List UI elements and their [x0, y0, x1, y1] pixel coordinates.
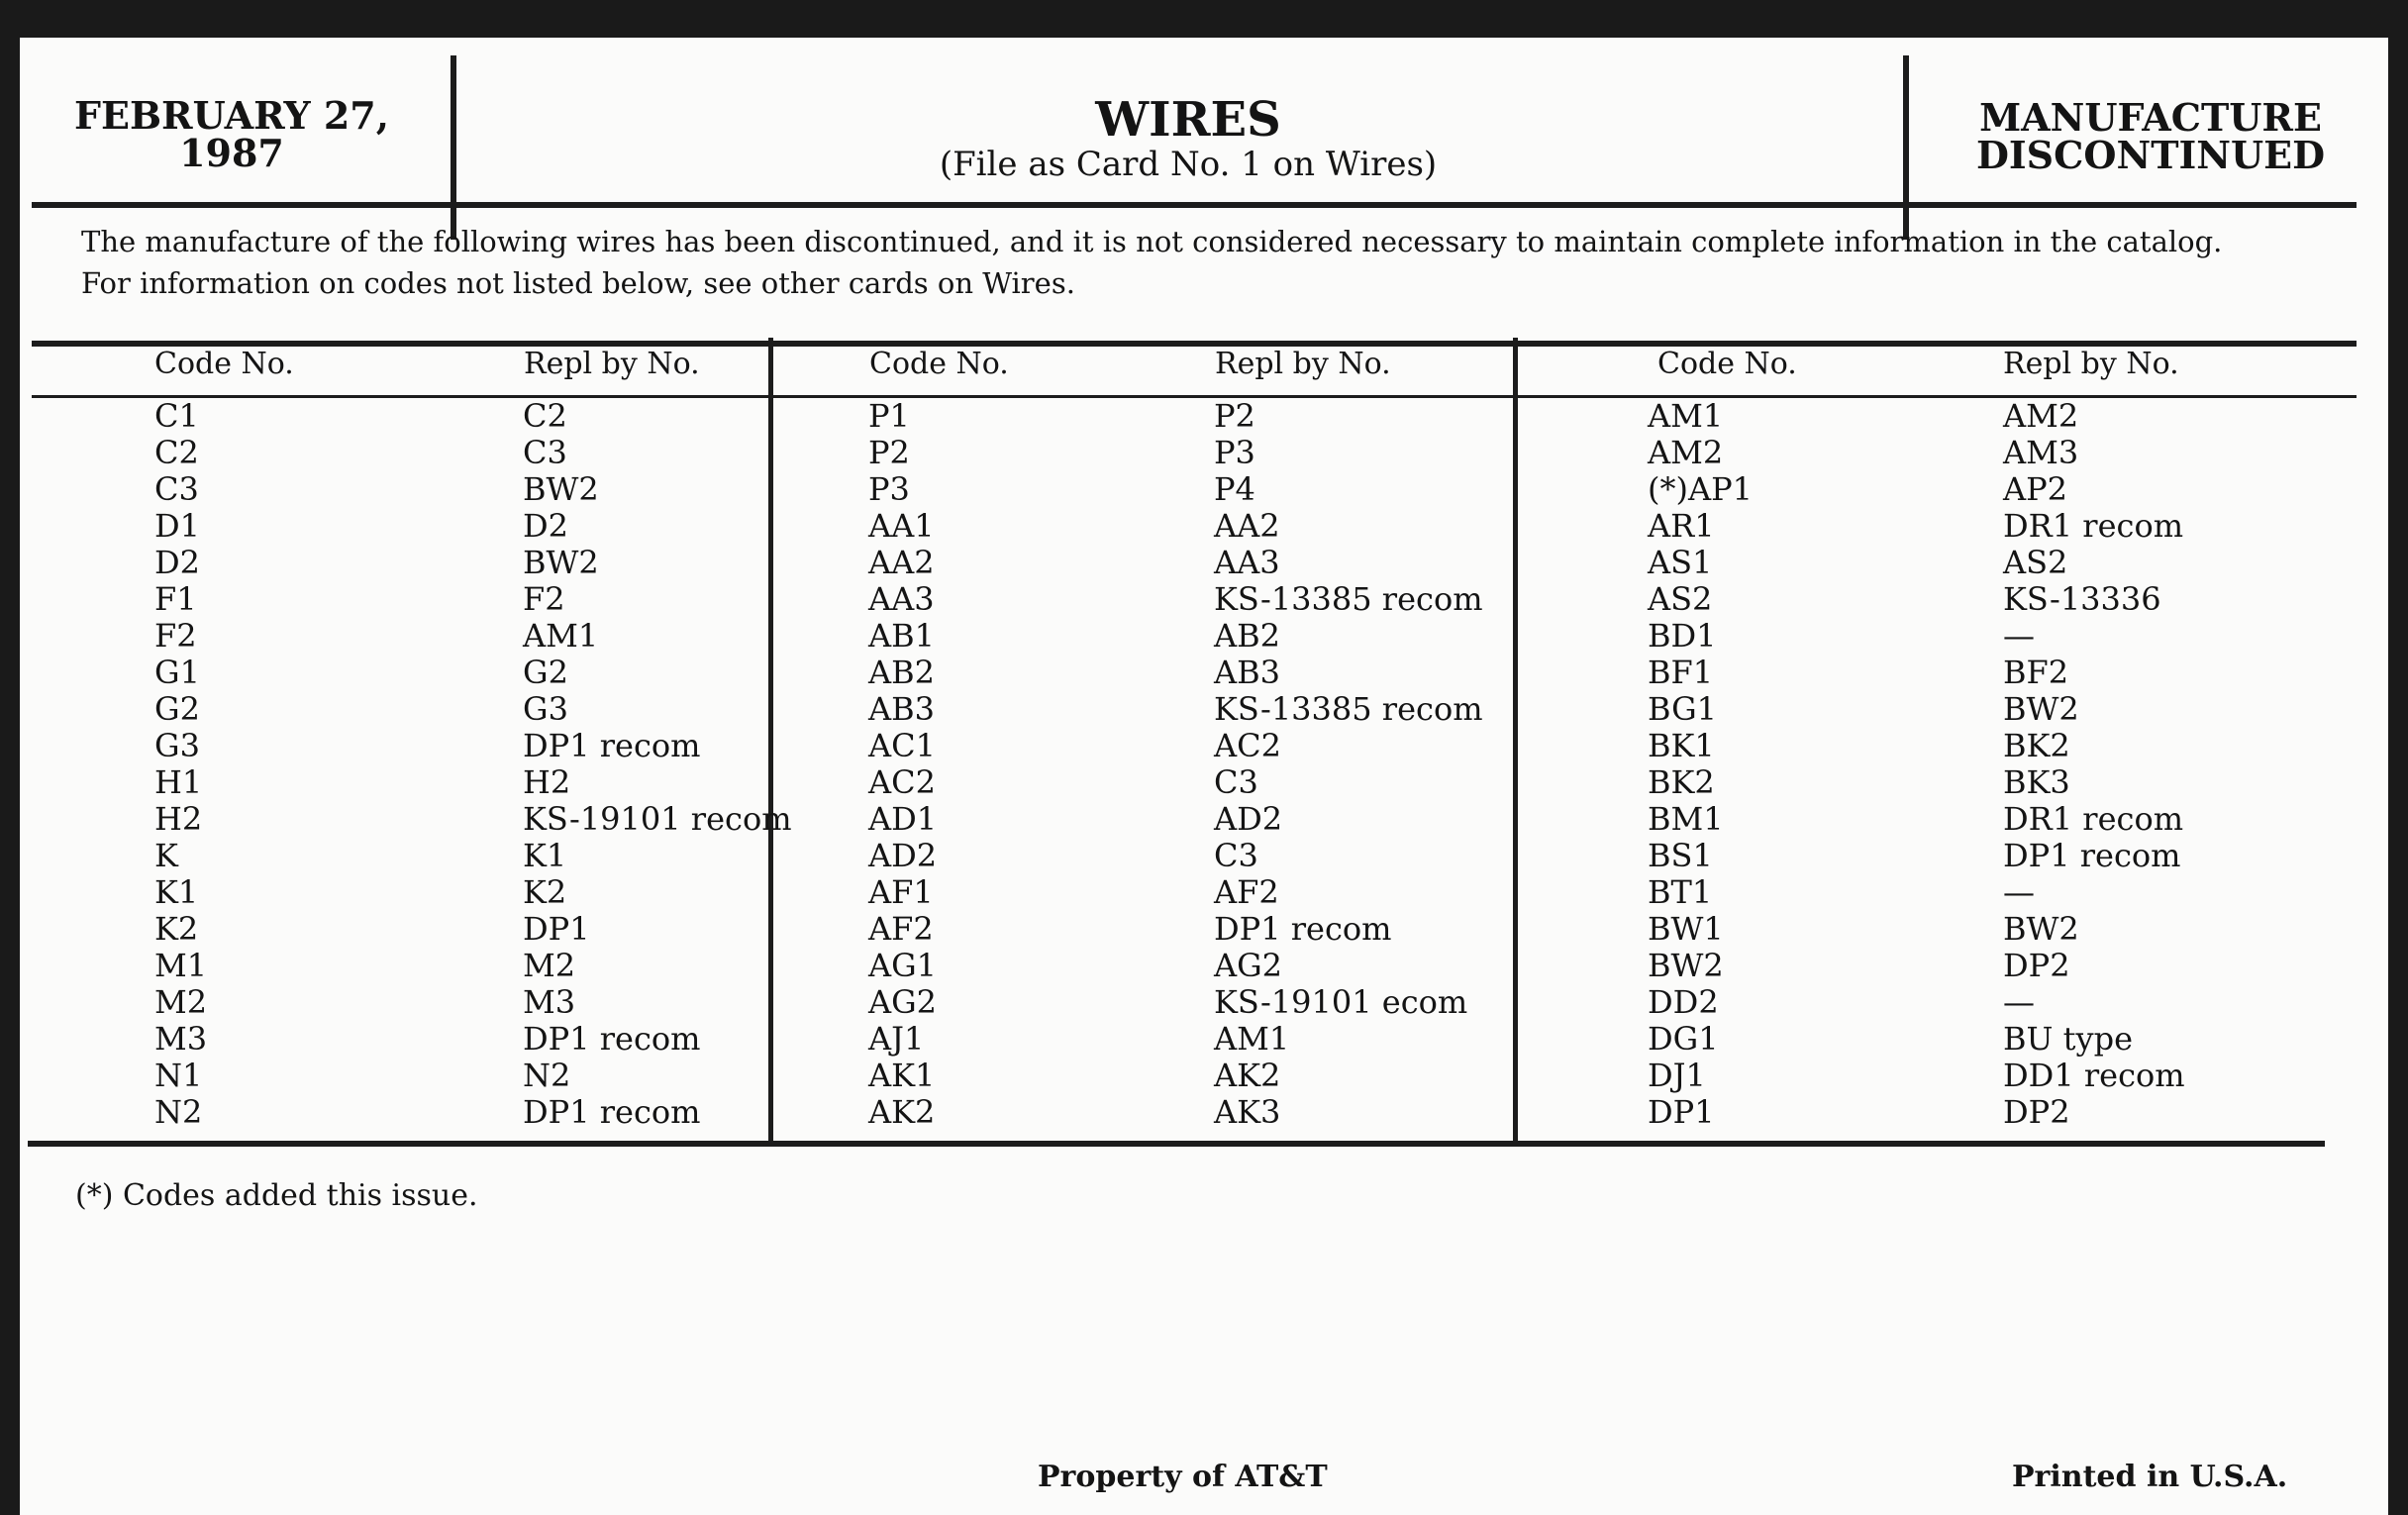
replacement-cell: N2 — [523, 1057, 571, 1094]
code-cell: AS1 — [1648, 544, 1713, 581]
replacement-cell: — — [2003, 983, 2035, 1021]
page-subtitle: (File as Card No. 1 on Wires) — [939, 145, 1438, 184]
footer-printed: Printed in U.S.A. — [2012, 1460, 2288, 1494]
col-header-repl-2: Repl by No. — [1215, 347, 1391, 381]
code-cell: M1 — [154, 947, 208, 984]
replacement-cell: BK3 — [2003, 763, 2070, 801]
code-cell: P2 — [868, 434, 910, 471]
header-rule — [32, 202, 2357, 208]
replacement-cell: DP1 recom — [1214, 910, 1392, 948]
code-cell: F1 — [154, 580, 197, 618]
code-cell: BF1 — [1648, 654, 1714, 691]
code-cell: AB2 — [868, 654, 935, 691]
replacement-cell: BW2 — [2003, 690, 2079, 728]
code-cell: AD1 — [868, 800, 938, 838]
intro-line2: For information on codes not listed below, see other cards on Wires. — [81, 266, 1075, 300]
replacement-cell: BK2 — [2003, 727, 2070, 764]
col-header-code-2: Code No. — [869, 347, 1009, 381]
replacement-cell: AM1 — [1214, 1020, 1290, 1058]
replacement-cell: M2 — [523, 947, 576, 984]
code-cell: BW2 — [1648, 947, 1724, 984]
title-block — [455, 92, 1921, 184]
status-label — [1937, 95, 2364, 177]
code-cell: AC2 — [868, 763, 936, 801]
issue-date — [65, 93, 398, 175]
replacement-cell: DP2 — [2003, 1093, 2070, 1131]
code-cell: AA2 — [868, 544, 935, 581]
replacement-cell: C3 — [1214, 837, 1258, 874]
replacement-cell: DP1 recom — [523, 1020, 701, 1058]
replacement-cell: BU type — [2003, 1020, 2134, 1058]
replacement-cell: AB3 — [1214, 654, 1280, 691]
footnote: (*) Codes added this issue. — [75, 1178, 478, 1213]
replacement-cell: P2 — [1214, 397, 1255, 435]
replacement-cell: — — [2003, 617, 2035, 655]
replacement-cell: DP1 recom — [523, 727, 701, 764]
replacement-cell: BW2 — [523, 544, 599, 581]
code-cell: BK1 — [1648, 727, 1715, 764]
code-cell: BG1 — [1648, 690, 1718, 728]
code-cell: BT1 — [1648, 873, 1713, 911]
replacement-cell: F2 — [523, 580, 565, 618]
replacement-cell: DR1 recom — [2003, 507, 2184, 545]
code-cell: G3 — [154, 727, 200, 764]
code-cell: AR1 — [1648, 507, 1715, 545]
issue-date-line2: 1987 — [179, 131, 284, 175]
code-cell: M2 — [154, 983, 208, 1021]
col-header-code-1: Code No. — [154, 347, 294, 381]
code-cell: P1 — [868, 397, 910, 435]
code-cell: AA3 — [868, 580, 935, 618]
replacement-cell: H2 — [523, 763, 571, 801]
status-line1: MANUFACTURE — [1979, 95, 2322, 140]
code-cell: AS2 — [1648, 580, 1713, 618]
replacement-cell: P3 — [1214, 434, 1255, 471]
table-divider-1 — [768, 338, 773, 1144]
replacement-cell: AA2 — [1214, 507, 1280, 545]
intro-text — [81, 221, 2358, 304]
table-bottom-rule — [28, 1141, 2325, 1147]
replacement-cell: KS-13385 recom — [1214, 690, 1483, 728]
replacement-cell: AK3 — [1214, 1093, 1281, 1131]
replacement-cell: — — [2003, 873, 2035, 911]
code-cell: C3 — [154, 470, 199, 508]
status-line2: DISCONTINUED — [1975, 133, 2326, 177]
code-cell: DP1 — [1648, 1093, 1715, 1131]
code-cell: C2 — [154, 434, 199, 471]
code-cell: C1 — [154, 397, 199, 435]
code-cell: BD1 — [1648, 617, 1717, 655]
replacement-cell: AD2 — [1214, 800, 1283, 838]
replacement-cell: AA3 — [1214, 544, 1280, 581]
replacement-cell: KS-19101 recom — [523, 800, 792, 838]
code-cell: N1 — [154, 1057, 203, 1094]
code-cell: AK1 — [868, 1057, 936, 1094]
code-cell: DG1 — [1648, 1020, 1719, 1058]
catalog-card — [20, 38, 2388, 1515]
code-cell: DD2 — [1648, 983, 1719, 1021]
replacement-cell: AM2 — [2003, 397, 2079, 435]
replacement-cell: C2 — [523, 397, 567, 435]
issue-date-line1: FEBRUARY 27, — [74, 93, 389, 138]
replacement-cell: D2 — [523, 507, 569, 545]
code-cell: H2 — [154, 800, 203, 838]
code-cell: D1 — [154, 507, 201, 545]
code-cell: AB1 — [868, 617, 935, 655]
replacement-cell: K2 — [523, 873, 567, 911]
replacement-cell: G2 — [523, 654, 568, 691]
replacement-cell: DR1 recom — [2003, 800, 2184, 838]
footer-property: Property of AT&T — [1038, 1460, 1328, 1494]
code-cell: BM1 — [1648, 800, 1724, 838]
code-cell: AM1 — [1648, 397, 1724, 435]
code-cell: H1 — [154, 763, 203, 801]
replacement-cell: BF2 — [2003, 654, 2069, 691]
replacement-cell: AM1 — [523, 617, 599, 655]
replacement-cell: P4 — [1214, 470, 1255, 508]
code-cell: AK2 — [868, 1093, 936, 1131]
replacement-cell: C3 — [523, 434, 567, 471]
replacement-cell: BW2 — [2003, 910, 2079, 948]
replacement-cell: KS-13336 — [2003, 580, 2161, 618]
code-cell: AM2 — [1648, 434, 1724, 471]
replacement-cell: BW2 — [523, 470, 599, 508]
code-cell: AC1 — [868, 727, 936, 764]
code-cell: DJ1 — [1648, 1057, 1706, 1094]
col-header-repl-3: Repl by No. — [2003, 347, 2179, 381]
code-cell: BS1 — [1648, 837, 1713, 874]
replacement-cell: AS2 — [2003, 544, 2068, 581]
code-cell: G1 — [154, 654, 200, 691]
col-header-repl-1: Repl by No. — [524, 347, 700, 381]
code-cell: K1 — [154, 873, 199, 911]
code-cell: P3 — [868, 470, 910, 508]
code-cell: K — [154, 837, 178, 874]
replacement-cell: DP1 recom — [523, 1093, 701, 1131]
code-cell: BK2 — [1648, 763, 1715, 801]
page-title: WIRES — [1095, 92, 1281, 148]
code-cell: AG2 — [868, 983, 938, 1021]
code-cell: M3 — [154, 1020, 208, 1058]
replacement-cell: KS-19101 ecom — [1214, 983, 1468, 1021]
code-cell: G2 — [154, 690, 200, 728]
replacement-cell: C3 — [1214, 763, 1258, 801]
replacement-cell: K1 — [523, 837, 567, 874]
code-cell: BW1 — [1648, 910, 1724, 948]
replacement-cell: AM3 — [2003, 434, 2079, 471]
code-cell: K2 — [154, 910, 199, 948]
code-cell: AJ1 — [868, 1020, 925, 1058]
code-cell: AA1 — [868, 507, 935, 545]
code-cell: D2 — [154, 544, 201, 581]
replacement-cell: AB2 — [1214, 617, 1280, 655]
code-cell: AF2 — [868, 910, 934, 948]
code-cell: AF1 — [868, 873, 934, 911]
replacement-cell: KS-13385 recom — [1214, 580, 1483, 618]
replacement-cell: DP1 recom — [2003, 837, 2181, 874]
replacement-cell: M3 — [523, 983, 576, 1021]
code-cell: AG1 — [868, 947, 938, 984]
intro-line1: The manufacture of the following wires has been discontinued, and it is not considered necessary to maintain complete information in the catalog. — [81, 225, 2223, 258]
table-divider-2 — [1513, 338, 1518, 1144]
replacement-cell: DD1 recom — [2003, 1057, 2185, 1094]
replacement-cell: AF2 — [1214, 873, 1279, 911]
replacement-cell: DP1 — [523, 910, 590, 948]
replacement-cell: AC2 — [1214, 727, 1281, 764]
replacement-cell: AK2 — [1214, 1057, 1281, 1094]
col-header-code-3: Code No. — [1657, 347, 1797, 381]
code-cell: AB3 — [868, 690, 935, 728]
replacement-cell: AG2 — [1214, 947, 1283, 984]
replacement-cell: G3 — [523, 690, 568, 728]
code-cell: F2 — [154, 617, 197, 655]
code-cell: N2 — [154, 1093, 203, 1131]
code-cell: (*)AP1 — [1648, 470, 1753, 508]
replacement-cell: AP2 — [2003, 470, 2067, 508]
replacement-cell: DP2 — [2003, 947, 2070, 984]
code-cell: AD2 — [868, 837, 938, 874]
